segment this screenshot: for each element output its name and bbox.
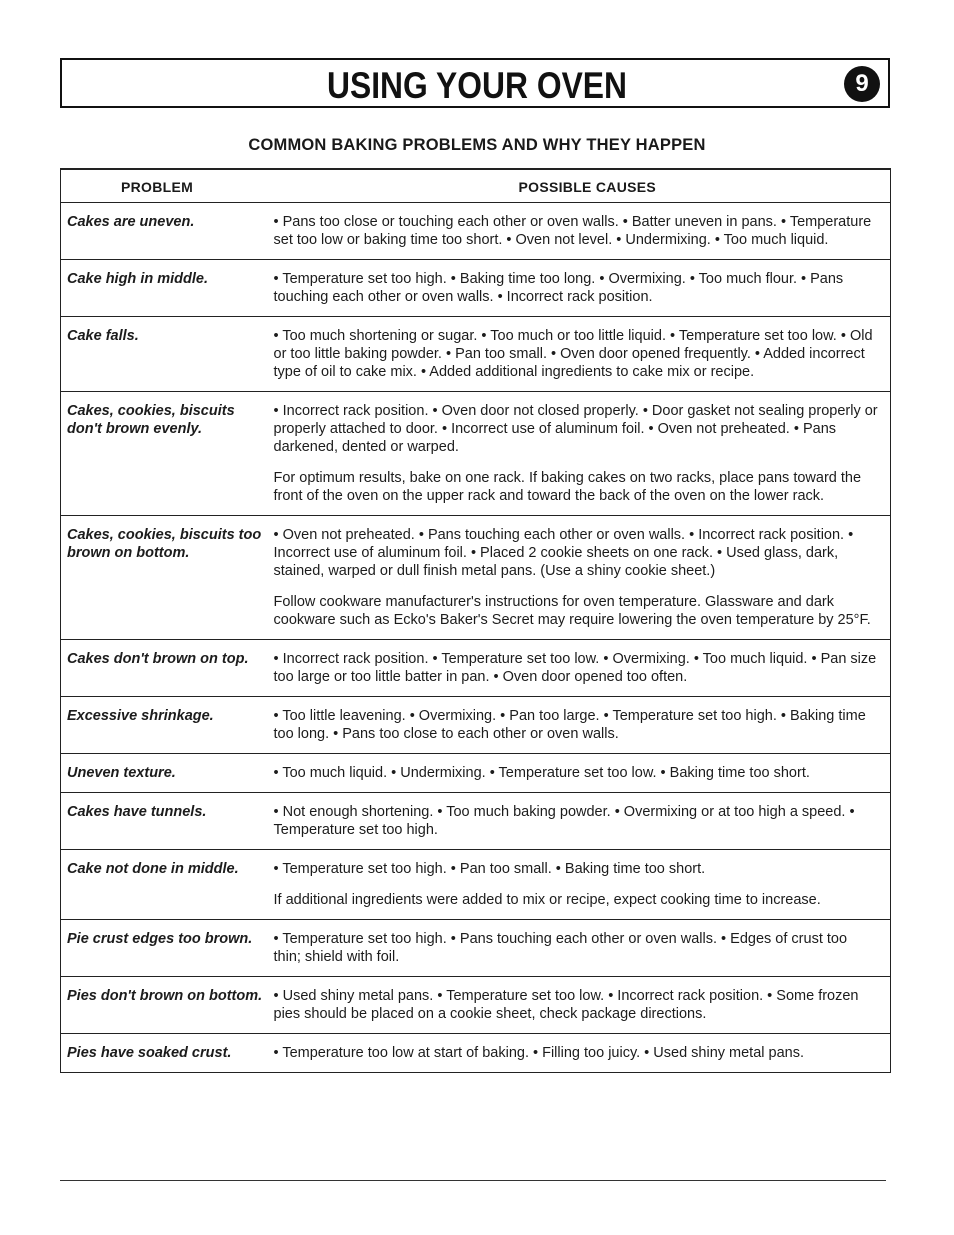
page-header — [60, 58, 890, 108]
problem-cell: Cakes have tunnels. — [61, 793, 274, 850]
cause-paragraph: • Not enough shortening. • Too much baking powder. • Overmixing or at too high a speed. • Temperature set too high. — [273, 804, 855, 838]
problem-cell: Cake not done in middle. — [61, 850, 274, 920]
cause-paragraph: • Temperature set too high. • Pans touching each other or oven walls. • Edges of crust too thin; shield with foil. — [273, 931, 848, 965]
causes-cell — [274, 640, 891, 697]
causes-cell — [274, 920, 891, 977]
causes-cell — [274, 317, 891, 392]
problem-cell: Cakes, cookies, biscuits don't brown evenly. — [61, 392, 274, 516]
table-row — [61, 920, 891, 977]
footer-divider — [60, 1180, 886, 1181]
causes-cell — [274, 977, 891, 1034]
table-row — [61, 640, 891, 697]
causes-cell — [274, 1034, 891, 1073]
cause-paragraph: • Temperature set too high. • Baking time too long. • Overmixing. • Too much flour. • Pans touching each other or oven walls. • Incorrect rack position. — [273, 271, 844, 305]
causes-cell — [274, 697, 891, 754]
problem-cell: Pie crust edges too brown. — [61, 920, 274, 977]
cause-paragraph: • Too much liquid. • Undermixing. • Temperature set too low. • Baking time too short. — [273, 765, 810, 781]
causes-cell — [274, 754, 891, 793]
causes-cell — [274, 392, 891, 516]
table-row — [61, 754, 891, 793]
column-header-possible-causes: POSSIBLE CAUSES — [274, 169, 891, 203]
cause-paragraph: • Incorrect rack position. • Temperature set too low. • Overmixing. • Too much liquid. • Pan size too large or too little batter in pan. • Oven door opened too often. — [273, 651, 877, 685]
problem-cell: Cakes are uneven. — [61, 203, 274, 260]
problem-cell: Cake falls. — [61, 317, 274, 392]
table-row — [61, 977, 891, 1034]
problem-cell: Pies don't brown on bottom. — [61, 977, 274, 1034]
table-header-row — [61, 169, 891, 203]
baking-problems-table — [60, 168, 891, 1073]
cause-paragraph: • Too little leavening. • Overmixing. • Pan too large. • Temperature set too high. • Baking time too long. • Pans too close to each other or oven walls. — [273, 708, 866, 742]
cause-paragraph: • Pans too close or touching each other or oven walls. • Batter uneven in pans. • Temperature set too low or baking time too short. • Oven not level. • Undermixing. • Too much liquid. — [273, 214, 872, 248]
problem-cell: Cakes don't brown on top. — [61, 640, 274, 697]
cause-paragraph: • Used shiny metal pans. • Temperature set too low. • Incorrect rack position. • Some frozen pies should be placed on a cookie sheet, check package directions. — [273, 988, 859, 1022]
causes-cell — [274, 203, 891, 260]
cause-paragraph: Follow cookware manufacturer's instructions for oven temperature. Glassware and dark cookware such as Ecko's Baker's Secret may require lowering the oven temperature by 25°F. — [273, 594, 871, 628]
cause-paragraph: • Incorrect rack position. • Oven door not closed properly. • Door gasket not sealing properly or properly attached to door. • Incorrect use of aluminum foil. • Oven not preheated. • Pans darkened, dented or warped. — [273, 403, 878, 455]
table-row — [61, 203, 891, 260]
problem-cell: Pies have soaked crust. — [61, 1034, 274, 1073]
causes-cell — [274, 793, 891, 850]
causes-cell — [274, 260, 891, 317]
cause-paragraph: • Too much shortening or sugar. • Too much or too little liquid. • Temperature set too low. • Old or too little baking powder. • Pan too small. • Oven door opened frequently. • Added incorrect type of oil to cake mix. • Added additional ingredients to cake mix or recipe. — [273, 328, 873, 380]
table-row — [61, 317, 891, 392]
table-row — [61, 697, 891, 754]
cause-paragraph: • Oven not preheated. • Pans touching each other or oven walls. • Incorrect rack position. • Incorrect use of aluminum foil. • Placed 2 cookie sheets on one rack. • Used glass, dark, stained, warped or dull finish metal pans. (Use a shiny cookie sheet.) — [273, 527, 854, 579]
causes-cell — [274, 850, 891, 920]
cause-paragraph: • Temperature set too high. • Pan too small. • Baking time too short. — [273, 861, 706, 877]
problem-cell: Excessive shrinkage. — [61, 697, 274, 754]
baking-problems-table-container — [60, 168, 890, 1073]
table-row — [61, 793, 891, 850]
causes-cell — [274, 516, 891, 640]
problem-cell: Cake high in middle. — [61, 260, 274, 317]
cause-paragraph: If additional ingredients were added to mix or recipe, expect cooking time to increase. — [273, 892, 821, 908]
section-title: COMMON BAKING PROBLEMS AND WHY THEY HAPPEN — [248, 136, 706, 154]
page-title: USING YOUR OVEN — [327, 65, 627, 106]
table-row — [61, 850, 891, 920]
cause-paragraph: For optimum results, bake on one rack. If baking cakes on two racks, place pans toward the front of the oven on the upper rack and toward the back of the oven on the lower rack. — [273, 470, 862, 504]
problem-cell: Cakes, cookies, biscuits too brown on bottom. — [61, 516, 274, 640]
table-row — [61, 516, 891, 640]
problem-cell: Uneven texture. — [61, 754, 274, 793]
table-row — [61, 260, 891, 317]
table-row — [61, 1034, 891, 1073]
cause-paragraph: • Temperature too low at start of baking. • Filling too juicy. • Used shiny metal pans. — [273, 1045, 804, 1061]
table-body — [61, 203, 891, 1073]
column-header-problem: PROBLEM — [61, 169, 274, 203]
page-number-badge: 9 — [844, 66, 880, 102]
table-row — [61, 392, 891, 516]
